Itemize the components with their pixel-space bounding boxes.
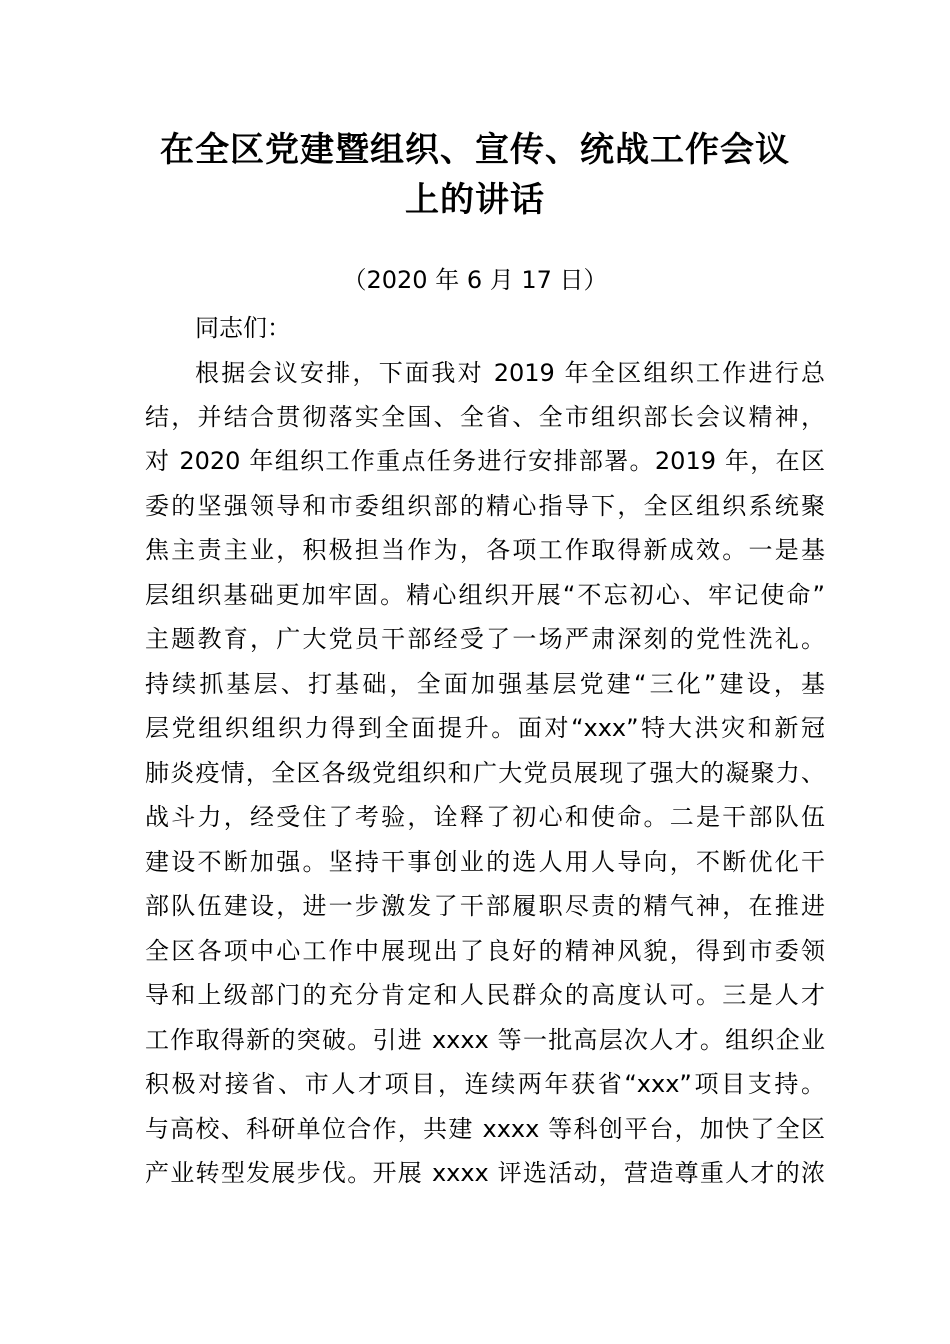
body-line: 持续抓基层、打基础，全面加强基层党建“三化”建设，基 <box>145 670 825 698</box>
body-line: 肺炎疫情，全区各级党组织和广大党员展现了强大的凝聚力、 <box>145 759 825 787</box>
body-line: 全区各项中心工作中展现出了良好的精神风貌，得到市委领 <box>145 937 825 965</box>
body-line: 战斗力，经受住了考验，诠释了初心和使命。二是干部队伍 <box>145 803 825 831</box>
body-line: 委的坚强领导和市委组织部的精心指导下，全区组织系统聚 <box>145 492 825 520</box>
document-title-line-2: 上的讲话 <box>405 180 545 220</box>
body-line: 建设不断加强。坚持干事创业的选人用人导向，不断优化干 <box>145 848 825 876</box>
body-line: 与高校、科研单位合作，共建 xxxx 等科创平台，加快了全区 <box>145 1115 825 1143</box>
salutation: 同志们： <box>195 314 291 342</box>
body-line: 导和上级部门的充分肯定和人民群众的高度认可。三是人才 <box>145 981 825 1009</box>
body-line: 层党组织组织力得到全面提升。面对“xxx”特大洪灾和新冠 <box>145 714 825 742</box>
body-line: 焦主责主业，积极担当作为，各项工作取得新成效。一是基 <box>145 536 825 564</box>
body-line: 层组织基础更加牢固。精心组织开展“不忘初心、牢记使命” <box>145 581 825 609</box>
body-line: 结，并结合贯彻落实全国、全省、全市组织部长会议精神， <box>145 403 825 431</box>
body-line: 对 2020 年组织工作重点任务进行安排部署。2019 年，在区 <box>145 447 825 475</box>
body-line: 部队伍建设，进一步激发了干部履职尽责的精气神，在推进 <box>145 892 825 920</box>
document-date: （2020 年 6 月 17 日） <box>342 266 608 294</box>
body-line: 根据会议安排，下面我对 2019 年全区组织工作进行总 <box>195 359 825 387</box>
body-line: 积极对接省、市人才项目，连续两年获省“xxx”项目支持。 <box>145 1070 825 1098</box>
document-title-line-1: 在全区党建暨组织、宣传、统战工作会议 <box>160 130 790 170</box>
body-line: 工作取得新的突破。引进 xxxx 等一批高层次人才。组织企业 <box>145 1026 825 1054</box>
body-line: 产业转型发展步伐。开展 xxxx 评选活动，营造尊重人才的浓 <box>145 1159 825 1187</box>
body-line: 主题教育，广大党员干部经受了一场严肃深刻的党性洗礼。 <box>145 625 825 653</box>
